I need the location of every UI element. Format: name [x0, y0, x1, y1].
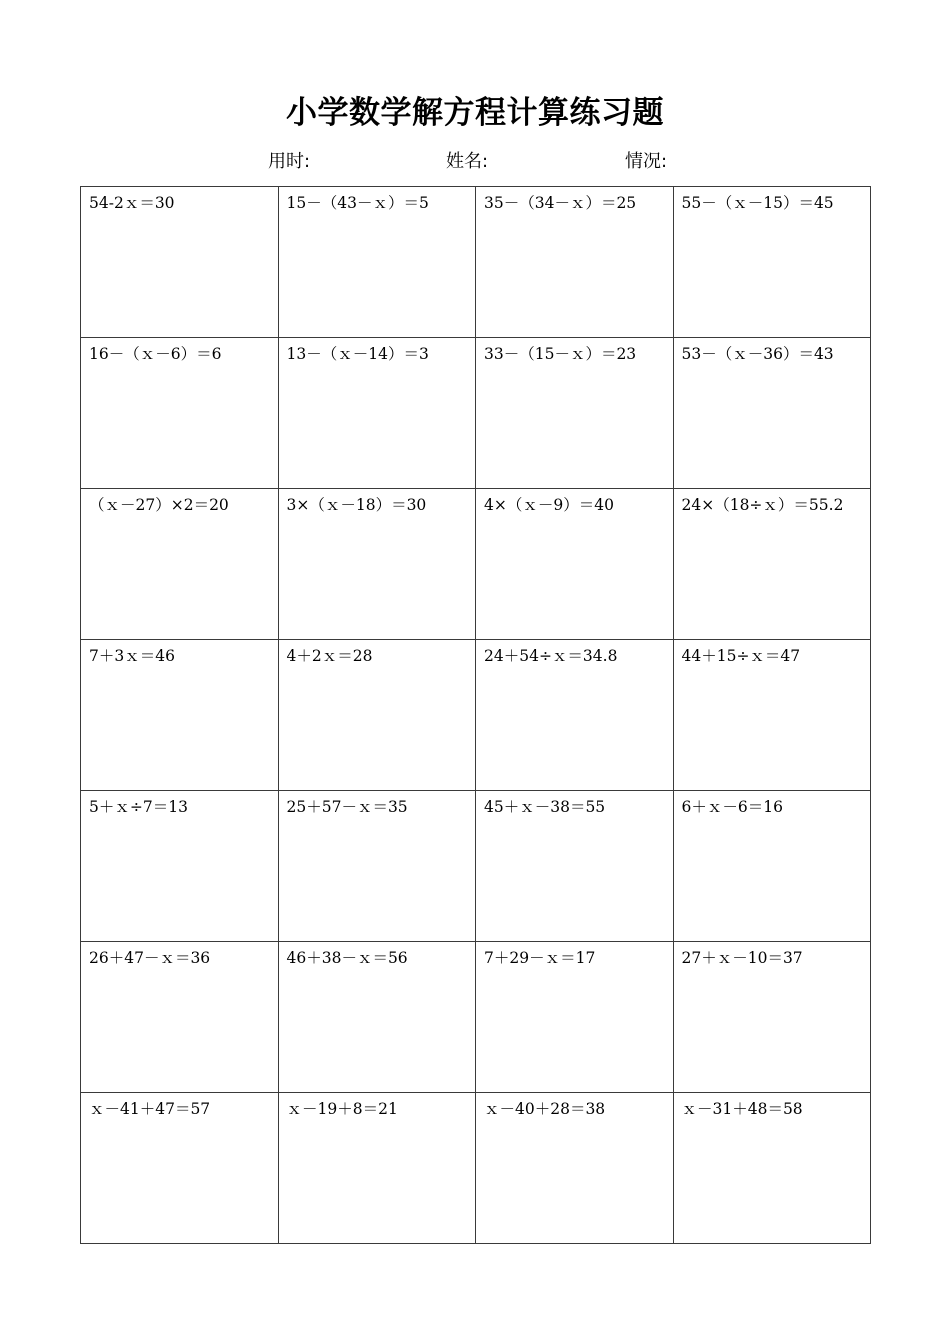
problem-row	[81, 489, 871, 640]
problem-cell	[278, 640, 476, 791]
equation: 3×（ｘ－18）＝30	[286, 496, 427, 514]
equation: 13－（ｘ－14）＝3	[286, 345, 429, 363]
equation: 55－（ｘ－15）＝45	[681, 194, 834, 212]
problem-cell	[278, 338, 476, 489]
problem-cell	[673, 791, 871, 942]
problem-cell	[476, 942, 674, 1093]
equation: 4＋2ｘ＝28	[286, 647, 373, 665]
equation: 33－（15－ｘ）＝23	[484, 345, 637, 363]
equation: 54-2ｘ＝30	[89, 194, 175, 212]
problem-cell	[476, 1093, 674, 1244]
equation: 16－（ｘ－6）＝6	[89, 345, 222, 363]
problem-cell	[81, 640, 279, 791]
equation: 44＋15÷ｘ＝47	[681, 647, 801, 665]
equation: 15－（43－ｘ）＝5	[286, 194, 429, 212]
equation: 26＋47－ｘ＝36	[89, 949, 211, 967]
problem-row	[81, 1093, 871, 1244]
problem-cell	[81, 791, 279, 942]
equation: 24×（18÷ｘ）＝55.2	[681, 496, 844, 514]
problem-cell	[673, 942, 871, 1093]
time-label: 用时:	[268, 151, 311, 172]
problem-row	[81, 640, 871, 791]
problem-cell	[673, 1093, 871, 1244]
problem-cell	[673, 640, 871, 791]
problem-cell	[278, 187, 476, 338]
problem-cell	[476, 489, 674, 640]
problem-cell	[278, 489, 476, 640]
problem-cell	[673, 187, 871, 338]
problem-cell	[673, 338, 871, 489]
equation: 46＋38－ｘ＝56	[286, 949, 408, 967]
name-label: 姓名:	[446, 151, 489, 172]
equation: 53－（ｘ－36）＝43	[681, 345, 834, 363]
problem-row	[81, 338, 871, 489]
problem-cell	[278, 791, 476, 942]
equation: 7＋29－ｘ＝17	[484, 949, 596, 967]
equation: 45＋ｘ－38＝55	[484, 798, 606, 816]
equation: 35－（34－ｘ）＝25	[484, 194, 637, 212]
problem-cell	[476, 338, 674, 489]
problem-cell	[81, 338, 279, 489]
equation: ｘ－40＋28＝38	[484, 1100, 606, 1118]
equation: 24＋54÷ｘ＝34.8	[484, 647, 618, 665]
equation: 7＋3ｘ＝46	[89, 647, 175, 665]
problem-row	[81, 942, 871, 1093]
problem-cell	[476, 791, 674, 942]
problem-cell	[81, 489, 279, 640]
problem-row	[81, 187, 871, 338]
problem-cell	[476, 640, 674, 791]
problem-cell	[278, 942, 476, 1093]
problem-cell	[673, 489, 871, 640]
equation: 27＋ｘ－10＝37	[681, 949, 803, 967]
problem-cell	[81, 187, 279, 338]
equation: ｘ－19＋8＝21	[286, 1100, 398, 1118]
equation: 25＋57－ｘ＝35	[286, 798, 408, 816]
equation: ｘ－31＋48＝58	[681, 1100, 803, 1118]
equation: ｘ－41＋47＝57	[89, 1100, 211, 1118]
page-title: 小学数学解方程计算练习题	[286, 95, 664, 131]
equation: 4×（ｘ－9）＝40	[484, 496, 614, 514]
problem-cell	[81, 942, 279, 1093]
equation: 6＋ｘ－6＝16	[681, 798, 783, 816]
problem-cell	[278, 1093, 476, 1244]
status-label: 情况:	[625, 151, 668, 172]
problem-grid	[80, 186, 871, 1244]
problem-cell	[81, 1093, 279, 1244]
problem-cell	[476, 187, 674, 338]
equation: （ｘ－27）×2＝20	[89, 496, 229, 514]
problem-row	[81, 791, 871, 942]
equation: 5＋ｘ÷7＝13	[89, 798, 188, 816]
